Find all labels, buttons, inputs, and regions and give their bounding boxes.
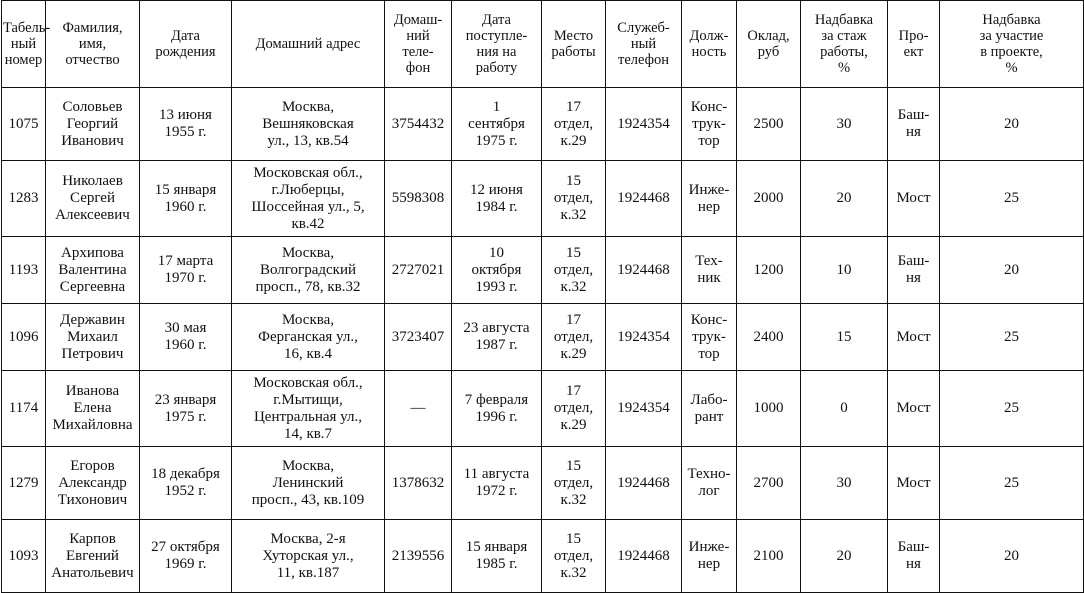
- cell-position: Техно- лог: [682, 447, 737, 520]
- cell-birth-date: 23 января 1975 г.: [140, 371, 232, 447]
- header-hire-date: Дата поступле- ния на работу: [452, 1, 542, 88]
- cell-full-name: Николаев Сергей Алексеевич: [46, 161, 140, 237]
- cell-salary: 2700: [737, 447, 801, 520]
- cell-full-name: Соловьев Георгий Иванович: [46, 88, 140, 161]
- cell-salary: 2400: [737, 304, 801, 371]
- cell-birth-date: 18 декабря 1952 г.: [140, 447, 232, 520]
- cell-project-bonus: 20: [940, 88, 1084, 161]
- cell-tab-number: 1075: [2, 88, 46, 161]
- cell-tab-number: 1283: [2, 161, 46, 237]
- cell-full-name: Карпов Евгений Анатольевич: [46, 520, 140, 593]
- cell-project-bonus: 20: [940, 520, 1084, 593]
- cell-hire-date: 1 сентября 1975 г.: [452, 88, 542, 161]
- table-row: [2, 161, 1084, 237]
- cell-position: Лабо- рант: [682, 371, 737, 447]
- cell-project: Баш- ня: [888, 520, 940, 593]
- cell-birth-date: 15 января 1960 г.: [140, 161, 232, 237]
- cell-home-address: Москва, Ферганская ул., 16, кв.4: [232, 304, 385, 371]
- cell-home-address: Москва, 2-я Хуторская ул., 11, кв.187: [232, 520, 385, 593]
- cell-home-address: Москва, Волгоградский просп., 78, кв.32: [232, 237, 385, 304]
- cell-work-phone: 1924468: [606, 161, 682, 237]
- cell-seniority-bonus: 20: [801, 161, 888, 237]
- cell-project-bonus: 25: [940, 447, 1084, 520]
- cell-project-bonus: 25: [940, 304, 1084, 371]
- table-row: [2, 371, 1084, 447]
- header-home-address: Домашний адрес: [232, 1, 385, 88]
- header-workplace: Место работы: [542, 1, 606, 88]
- cell-workplace: 15 отдел, к.32: [542, 237, 606, 304]
- cell-seniority-bonus: 20: [801, 520, 888, 593]
- header-seniority-bonus: Надбавка за стаж работы, %: [801, 1, 888, 88]
- cell-home-address: Московская обл., г.Мытищи, Центральная ул., 14, кв.7: [232, 371, 385, 447]
- cell-project: Мост: [888, 161, 940, 237]
- cell-tab-number: 1193: [2, 237, 46, 304]
- cell-tab-number: 1093: [2, 520, 46, 593]
- cell-hire-date: 7 февраля 1996 г.: [452, 371, 542, 447]
- cell-birth-date: 30 мая 1960 г.: [140, 304, 232, 371]
- cell-position: Конс- трук- тор: [682, 88, 737, 161]
- header-home-phone: Домаш- ний теле- фон: [385, 1, 452, 88]
- cell-seniority-bonus: 30: [801, 88, 888, 161]
- cell-home-phone: 5598308: [385, 161, 452, 237]
- table-row: [2, 88, 1084, 161]
- cell-salary: 2500: [737, 88, 801, 161]
- cell-seniority-bonus: 0: [801, 371, 888, 447]
- cell-project-bonus: 20: [940, 237, 1084, 304]
- cell-project-bonus: 25: [940, 161, 1084, 237]
- cell-salary: 1200: [737, 237, 801, 304]
- cell-tab-number: 1096: [2, 304, 46, 371]
- cell-workplace: 17 отдел, к.29: [542, 88, 606, 161]
- cell-full-name: Егоров Александр Тихонович: [46, 447, 140, 520]
- cell-work-phone: 1924354: [606, 304, 682, 371]
- cell-hire-date: 23 августа 1987 г.: [452, 304, 542, 371]
- cell-workplace: 15 отдел, к.32: [542, 447, 606, 520]
- cell-seniority-bonus: 15: [801, 304, 888, 371]
- cell-project: Баш- ня: [888, 88, 940, 161]
- cell-workplace: 17 отдел, к.29: [542, 304, 606, 371]
- header-project: Про- ект: [888, 1, 940, 88]
- table-row: [2, 447, 1084, 520]
- header-project-bonus: Надбавка за участие в проекте, %: [940, 1, 1084, 88]
- employees-table: [1, 0, 1084, 593]
- cell-work-phone: 1924354: [606, 371, 682, 447]
- cell-position: Инже- нер: [682, 161, 737, 237]
- header-tab-number: Табель- ный номер: [2, 1, 46, 88]
- cell-workplace: 15 отдел, к.32: [542, 161, 606, 237]
- cell-home-phone: 2139556: [385, 520, 452, 593]
- cell-salary: 2100: [737, 520, 801, 593]
- cell-home-address: Москва, Вешняковская ул., 13, кв.54: [232, 88, 385, 161]
- cell-birth-date: 17 марта 1970 г.: [140, 237, 232, 304]
- cell-birth-date: 13 июня 1955 г.: [140, 88, 232, 161]
- cell-project: Баш- ня: [888, 237, 940, 304]
- cell-work-phone: 1924468: [606, 447, 682, 520]
- cell-work-phone: 1924468: [606, 520, 682, 593]
- cell-project-bonus: 25: [940, 371, 1084, 447]
- header-salary: Оклад, руб: [737, 1, 801, 88]
- cell-home-phone: 1378632: [385, 447, 452, 520]
- cell-salary: 2000: [737, 161, 801, 237]
- header-position: Долж- ность: [682, 1, 737, 88]
- cell-position: Конс- трук- тор: [682, 304, 737, 371]
- cell-full-name: Державин Михаил Петрович: [46, 304, 140, 371]
- cell-seniority-bonus: 30: [801, 447, 888, 520]
- cell-home-phone: 3754432: [385, 88, 452, 161]
- cell-position: Тех- ник: [682, 237, 737, 304]
- cell-home-phone: 3723407: [385, 304, 452, 371]
- cell-full-name: Иванова Елена Михайловна: [46, 371, 140, 447]
- table-row: [2, 520, 1084, 593]
- header-work-phone: Служеб- ный телефон: [606, 1, 682, 88]
- cell-work-phone: 1924354: [606, 88, 682, 161]
- cell-salary: 1000: [737, 371, 801, 447]
- cell-project: Мост: [888, 447, 940, 520]
- cell-home-address: Москва, Ленинский просп., 43, кв.109: [232, 447, 385, 520]
- header-birth-date: Дата рождения: [140, 1, 232, 88]
- cell-full-name: Архипова Валентина Сергеевна: [46, 237, 140, 304]
- cell-workplace: 17 отдел, к.29: [542, 371, 606, 447]
- cell-work-phone: 1924468: [606, 237, 682, 304]
- cell-home-phone: 2727021: [385, 237, 452, 304]
- cell-home-phone: —: [385, 371, 452, 447]
- cell-project: Мост: [888, 371, 940, 447]
- table-row: [2, 237, 1084, 304]
- cell-seniority-bonus: 10: [801, 237, 888, 304]
- cell-hire-date: 11 августа 1972 г.: [452, 447, 542, 520]
- cell-hire-date: 15 января 1985 г.: [452, 520, 542, 593]
- cell-hire-date: 12 июня 1984 г.: [452, 161, 542, 237]
- cell-tab-number: 1174: [2, 371, 46, 447]
- cell-tab-number: 1279: [2, 447, 46, 520]
- cell-home-address: Московская обл., г.Люберцы, Шоссейная ул., 5, кв.42: [232, 161, 385, 237]
- cell-hire-date: 10 октября 1993 г.: [452, 237, 542, 304]
- header-row: [2, 1, 1084, 88]
- cell-project: Мост: [888, 304, 940, 371]
- cell-position: Инже- нер: [682, 520, 737, 593]
- header-full-name: Фамилия, имя, отчество: [46, 1, 140, 88]
- cell-workplace: 15 отдел, к.32: [542, 520, 606, 593]
- table-row: [2, 304, 1084, 371]
- cell-birth-date: 27 октября 1969 г.: [140, 520, 232, 593]
